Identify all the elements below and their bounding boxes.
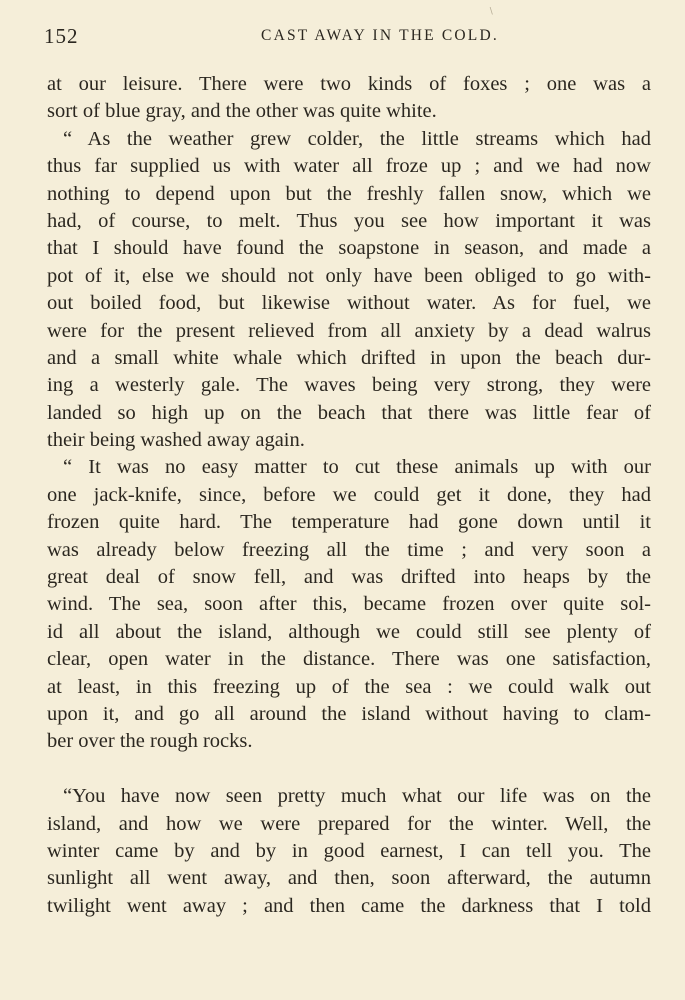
text-line: sunlight all went away, and then, soon afterward, the autumn: [47, 867, 651, 890]
text-line: was already below freezing all the time ; and very soon a: [47, 538, 651, 561]
text-line: nothing to depend upon but the freshly fallen snow, which we: [47, 182, 651, 205]
text-line: great deal of snow fell, and was drifted into heaps by the: [47, 566, 651, 589]
text-line: were for the present relieved from all anxiety by a dead walrus: [47, 319, 651, 342]
text-line: “You have now seen pretty much what our life was on the: [63, 785, 651, 808]
body-text: [47, 71, 651, 920]
text-line: island, and how we were prepared for the winter. Well, the: [47, 812, 651, 835]
text-line: at our leisure. There were two kinds of foxes ; one was a: [47, 73, 651, 95]
running-head-title: CAST AWAY IN THE COLD.: [261, 27, 499, 44]
page-number: 152: [44, 24, 79, 48]
text-line: their being washed away again.: [47, 429, 305, 452]
text-line: ber over the rough rocks.: [47, 730, 253, 753]
text-line: frozen quite hard. The temperature had gone down until it: [47, 511, 651, 534]
text-line: id all about the island, although we could still see plenty of: [47, 620, 651, 643]
text-line: and a small white whale which drifted in upon the beach dur-: [47, 346, 651, 369]
text-line: that I should have found the soapstone in season, and made a: [47, 237, 651, 260]
text-line: wind. The sea, soon after this, became frozen over quite sol-: [47, 593, 651, 616]
text-line: twilight went away ; and then came the darkness that I told: [47, 894, 651, 917]
text-line: winter came by and by in good earnest, I can tell you. The: [47, 839, 651, 862]
scan-speck: ∖: [488, 6, 494, 16]
text-line: upon it, and go all around the island without having to clam-: [47, 702, 651, 725]
text-line: at least, in this freezing up of the sea : we could walk out: [47, 675, 651, 698]
text-line: “ It was no easy matter to cut these animals up with our: [63, 456, 651, 479]
text-line: clear, open water in the distance. There was one satisfaction,: [47, 648, 651, 671]
text-line: thus far supplied us with water all froze up ; and we had now: [47, 155, 651, 178]
text-line: out boiled food, but likewise without water. As for fuel, we: [47, 292, 651, 315]
text-line: ing a westerly gale. The waves being very strong, they were: [47, 374, 651, 397]
text-line: had, of course, to melt. Thus you see how important it was: [47, 209, 651, 232]
text-line: landed so high up on the beach that there was little fear of: [47, 401, 651, 424]
text-line: “ As the weather grew colder, the little streams which had: [63, 127, 651, 150]
running-head: [44, 24, 656, 50]
text-line: pot of it, else we should not only have been obliged to go with-: [47, 264, 651, 287]
text-line: one jack-knife, since, before we could get it done, they had: [47, 483, 651, 506]
text-line: sort of blue gray, and the other was quite white.: [47, 100, 437, 123]
section-break: [47, 756, 651, 783]
